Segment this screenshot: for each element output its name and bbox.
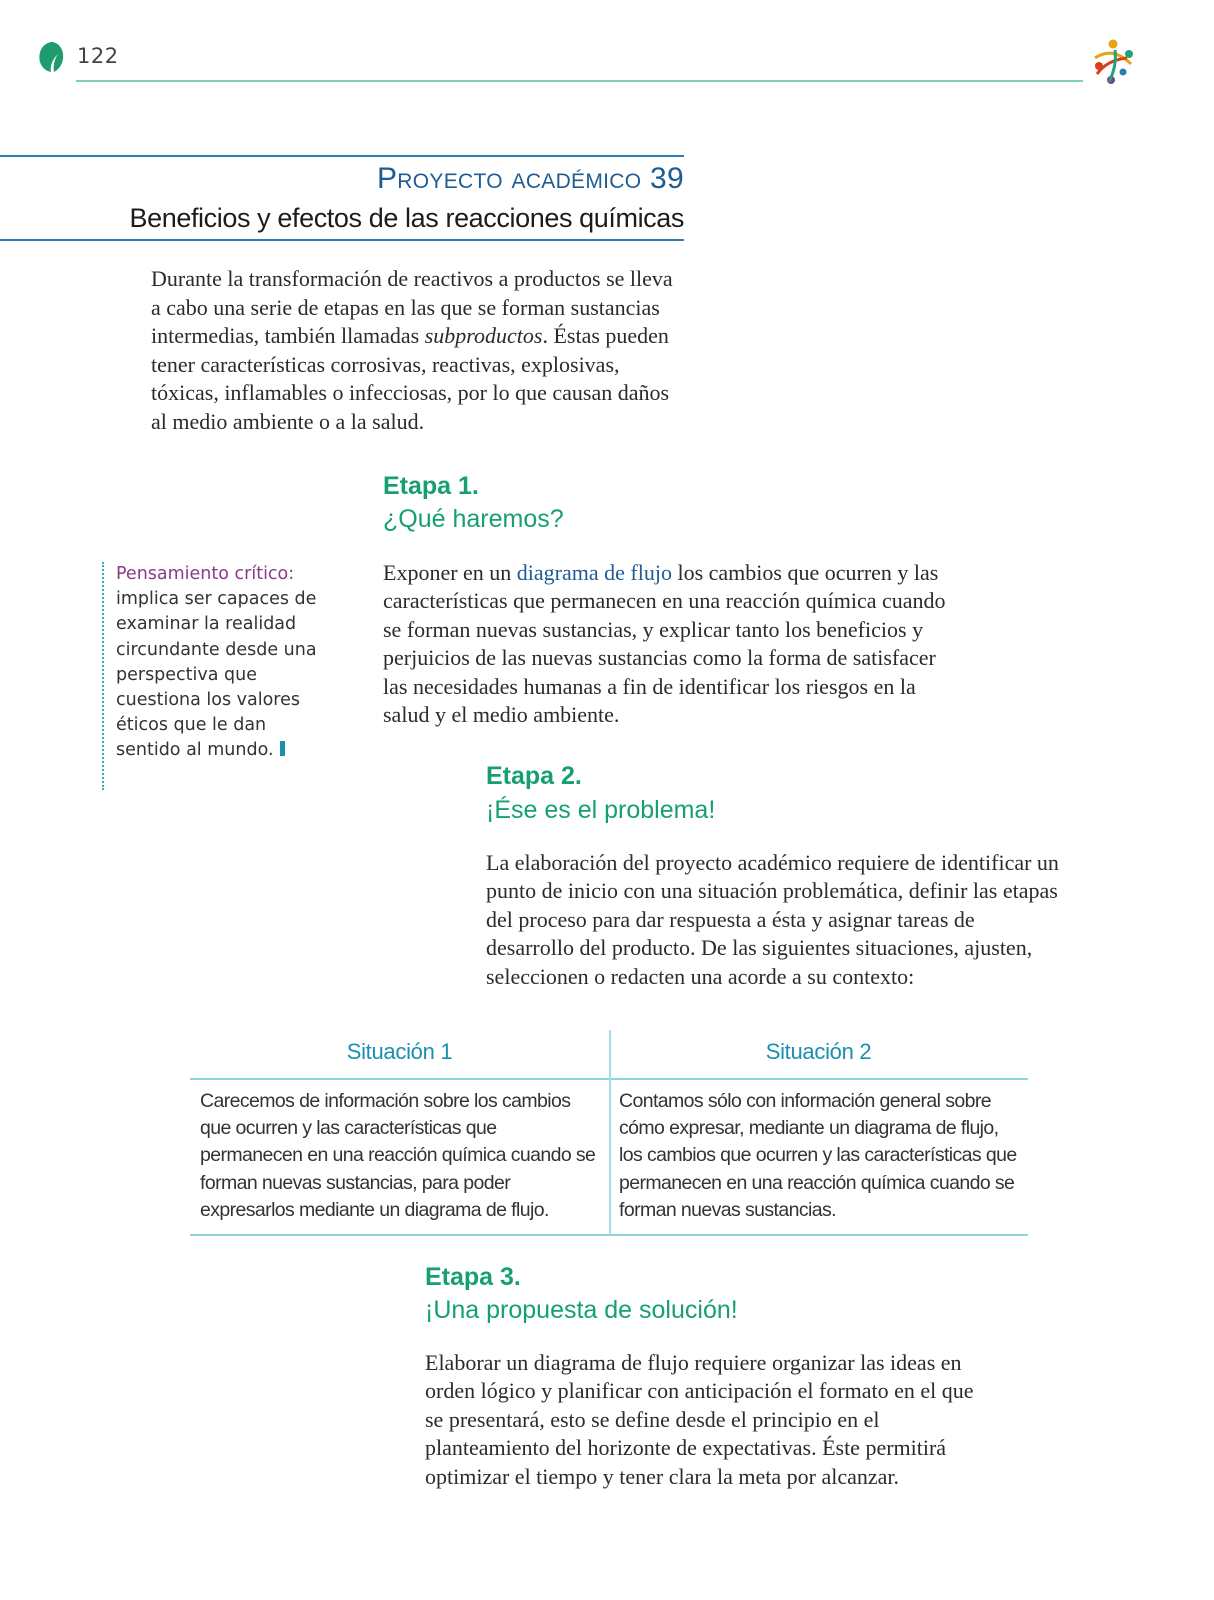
etapa2-question: ¡Ése es el problema! xyxy=(486,796,716,824)
intro-paragraph xyxy=(151,265,681,437)
title-bottom-rule xyxy=(0,239,684,241)
etapa2-body: La elaboración del proyecto académico requiere de identificar un punto de inicio con una situación problemática, definir las etapas del proceso para dar respuesta a ésta y asignar tareas de desarrollo del producto. De las siguientes situaciones, ajusten, seleccionen o redacten una acorde a su contexto: xyxy=(486,850,1059,989)
etapa1-body-end: los cambios que ocurren y las características que permanecen en una reacción química cuando se forman nuevas sustancias, y explicar tanto los beneficios y perjuicios de las nuevas sustancias como la forma de satisfacer las necesidades humanas a fin de identificar los riesgos en la salud y el medio ambiente. xyxy=(383,560,946,728)
project-title: Proyecto académico 39 xyxy=(377,162,684,195)
leaf-logo-icon xyxy=(36,40,66,74)
etapa1-heading: Etapa 1. xyxy=(383,472,479,500)
situacion2-header: Situación 2 xyxy=(765,1039,872,1064)
glossary-definition: implica ser capaces de examinar la realidad circundante desde una perspectiva que cuestiona los valores éticos que le dan sentido al mundo. xyxy=(116,589,317,761)
situacion2-text: Contamos sólo con información general sobre cómo expresar, mediante un diagrama de flujo, los cambios que ocurren y las características que permanecen en una reacción química cuando se forman nuevas sustancias. xyxy=(619,1090,1017,1221)
intro-text-end: . Éstas pueden tener características corrosivas, reactivas, explosivas, tóxicas, inflamables o infecciosas, por lo que causan daños al medio ambiente o a la salud. xyxy=(151,323,670,434)
etapa3-body: Elaborar un diagrama de flujo requiere organizar las ideas en orden lógico y planificar con anticipación el formato en el que se presentará, esto se define desde el principio en el planteamiento del horizonte de expectativas. Éste permitirá optimizar el tiempo y tener clara la meta por alcanzar. xyxy=(425,1350,974,1489)
intro-text-start: Durante la transformación de reactivos a productos se lleva a cabo una serie de etapas en las que se forman sustancias intermedias, también llamadas xyxy=(151,266,673,349)
situacion1-text: Carecemos de información sobre los cambios que ocurren y las características que permanecen en una reacción química cuando se forman nuevas sustancias, para poder expresarlos mediante un diagrama de flujo. xyxy=(200,1090,596,1221)
table-bottom-rule xyxy=(190,1234,1028,1236)
end-mark-icon xyxy=(280,741,285,756)
glossary-sidebar xyxy=(102,562,321,790)
etapa3-heading: Etapa 3. xyxy=(425,1263,521,1291)
people-circle-icon xyxy=(1087,36,1139,88)
etapa2-heading: Etapa 2. xyxy=(486,762,582,790)
situacion1-header: Situación 1 xyxy=(346,1039,453,1064)
etapa1-body xyxy=(383,559,953,729)
etapa3-question: ¡Una propuesta de solución! xyxy=(425,1296,738,1324)
project-subtitle: Beneficios y efectos de las reacciones químicas xyxy=(129,203,684,233)
situations-table xyxy=(190,1030,1028,1236)
title-top-rule xyxy=(0,155,684,157)
table-column-divider xyxy=(609,1030,611,1236)
page-number: 122 xyxy=(77,44,119,68)
glossary-term: Pensamiento crítico: xyxy=(116,564,295,584)
header-rule xyxy=(76,80,1083,82)
etapa1-body-start: Exponer en un xyxy=(383,560,517,585)
etapa1-question: ¿Qué haremos? xyxy=(383,505,564,533)
intro-emphasis: subproductos xyxy=(424,323,543,349)
glossary-entry xyxy=(116,562,321,764)
diagrama-de-flujo-link[interactable]: diagrama de flujo xyxy=(516,560,672,585)
